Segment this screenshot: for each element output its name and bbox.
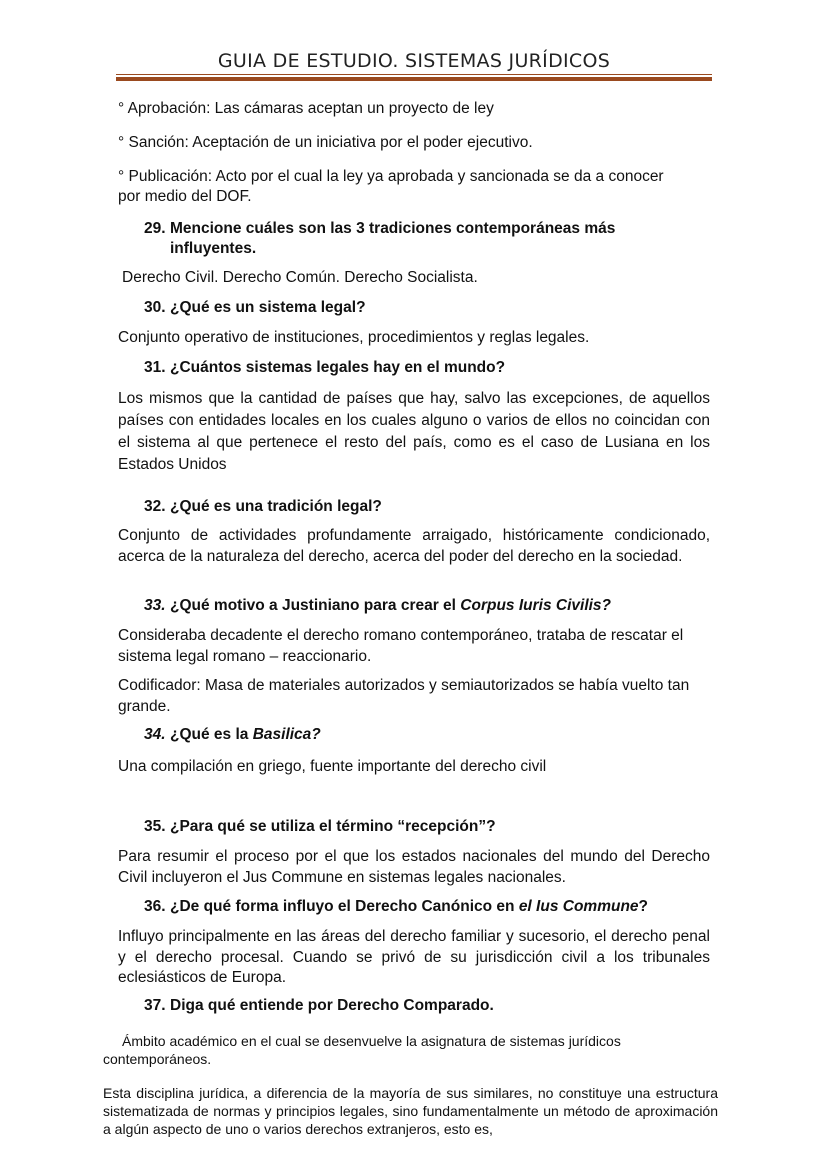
question-text: ¿Qué es la <box>170 726 253 743</box>
item-publicacion-line2: por medio del DOF. <box>118 188 252 205</box>
question-text-end: ? <box>638 898 648 915</box>
question-number: 31. <box>144 359 166 376</box>
question-number: 30. <box>144 299 166 316</box>
answer-36: Influyo principalmente en las áreas del derecho familiar y sucesorio, el derecho penal y el derecho procesal. Cuando se privó de su jurisdicción civil a los tribunales eclesiásticos de Europa. <box>118 928 710 986</box>
item-publicacion-line1: ° Publicación: Acto por el cual la ley ya aprobada y sancionada se da a conocer <box>118 168 664 185</box>
question-36 <box>144 897 684 918</box>
question-33 <box>144 596 684 617</box>
question-number: 37. <box>144 997 166 1014</box>
question-text: ¿Cuántos sistemas legales hay en el mundo? <box>170 359 506 376</box>
question-32 <box>144 497 684 518</box>
answer-35: Para resumir el proceso por el que los estados nacionales del mundo del Derecho Civil incluyeron el Jus Commune en sistemas legales nacionales. <box>118 848 710 886</box>
page-header-title: GUIA DE ESTUDIO. SISTEMAS JURÍDICOS <box>217 50 611 72</box>
question-number: 35. <box>144 818 166 835</box>
question-number: 29. <box>144 220 166 237</box>
answer-37-part2: Esta disciplina jurídica, a diferencia de la mayoría de sus similares, no constituye una estructura sistematizada de normas y principios legales, sino fundamentalmente un método de aproximación a algún aspecto de uno o varios derechos extranjeros, esto es, <box>103 1085 718 1137</box>
question-text: ¿Qué es un sistema legal? <box>170 299 366 316</box>
question-30 <box>144 298 684 319</box>
item-sancion: ° Sanción: Aceptación de un iniciativa por el poder ejecutivo. <box>118 134 533 151</box>
answer-37-part1-line2: contemporáneos. <box>103 1051 212 1067</box>
question-text-emphasis: el Ius Commune <box>518 898 639 915</box>
question-31 <box>144 358 684 379</box>
question-34 <box>144 725 684 746</box>
question-text-line2: influyentes. <box>170 240 257 257</box>
question-35 <box>144 817 684 838</box>
question-text: ¿Qué es una tradición legal? <box>170 498 382 515</box>
header-rule-thick <box>116 77 712 81</box>
header-rule-thin <box>116 74 712 75</box>
question-37 <box>144 996 684 1017</box>
question-text-line1: Mencione cuáles son las 3 tradiciones contemporáneas más <box>170 220 616 237</box>
answer-33-part2: Codificador: Masa de materiales autorizados y semiautorizados se había vuelto tan grande. <box>118 677 690 715</box>
question-text: ¿De qué forma influyo el Derecho Canónico en <box>170 898 519 915</box>
answer-34: Una compilación en griego, fuente importante del derecho civil <box>118 758 547 775</box>
answer-31: Los mismos que la cantidad de países que hay, salvo las excepciones, de aquellos países con entidades locales en los cuales alguno o varios de ellos no coincidan con el sistema al que pertenece el resto del país, como es el caso de Lusiana en los Estados Unidos <box>118 390 710 473</box>
question-number: 33. <box>144 597 166 614</box>
question-text: ¿Qué motivo a Justiniano para crear el <box>170 597 461 614</box>
answer-33-part1: Consideraba decadente el derecho romano contemporáneo, trataba de rescatar el sistema legal romano – reaccionario. <box>118 627 684 665</box>
question-text: Diga qué entiende por Derecho Comparado. <box>170 997 494 1014</box>
question-text-emphasis: Basilica? <box>252 726 321 743</box>
question-29 <box>144 219 684 257</box>
answer-37-part1-line1: Ámbito académico en el cual se desenvuelve la asignatura de sistemas jurídicos <box>122 1033 621 1049</box>
answer-29: Derecho Civil. Derecho Común. Derecho Socialista. <box>122 269 478 286</box>
answer-30: Conjunto operativo de instituciones, procedimientos y reglas legales. <box>118 329 590 346</box>
question-number: 32. <box>144 498 166 515</box>
question-number: 36. <box>144 898 166 915</box>
answer-32: Conjunto de actividades profundamente arraigado, históricamente condicionado, acerca de la naturaleza del derecho, acerca del poder del derecho en la sociedad. <box>118 527 710 565</box>
item-aprobacion: ° Aprobación: Las cámaras aceptan un proyecto de ley <box>118 100 494 117</box>
question-number: 34. <box>144 726 166 743</box>
question-text-emphasis: Corpus Iuris Civilis? <box>460 597 612 614</box>
question-text: ¿Para qué se utiliza el término “recepción”? <box>170 818 496 835</box>
